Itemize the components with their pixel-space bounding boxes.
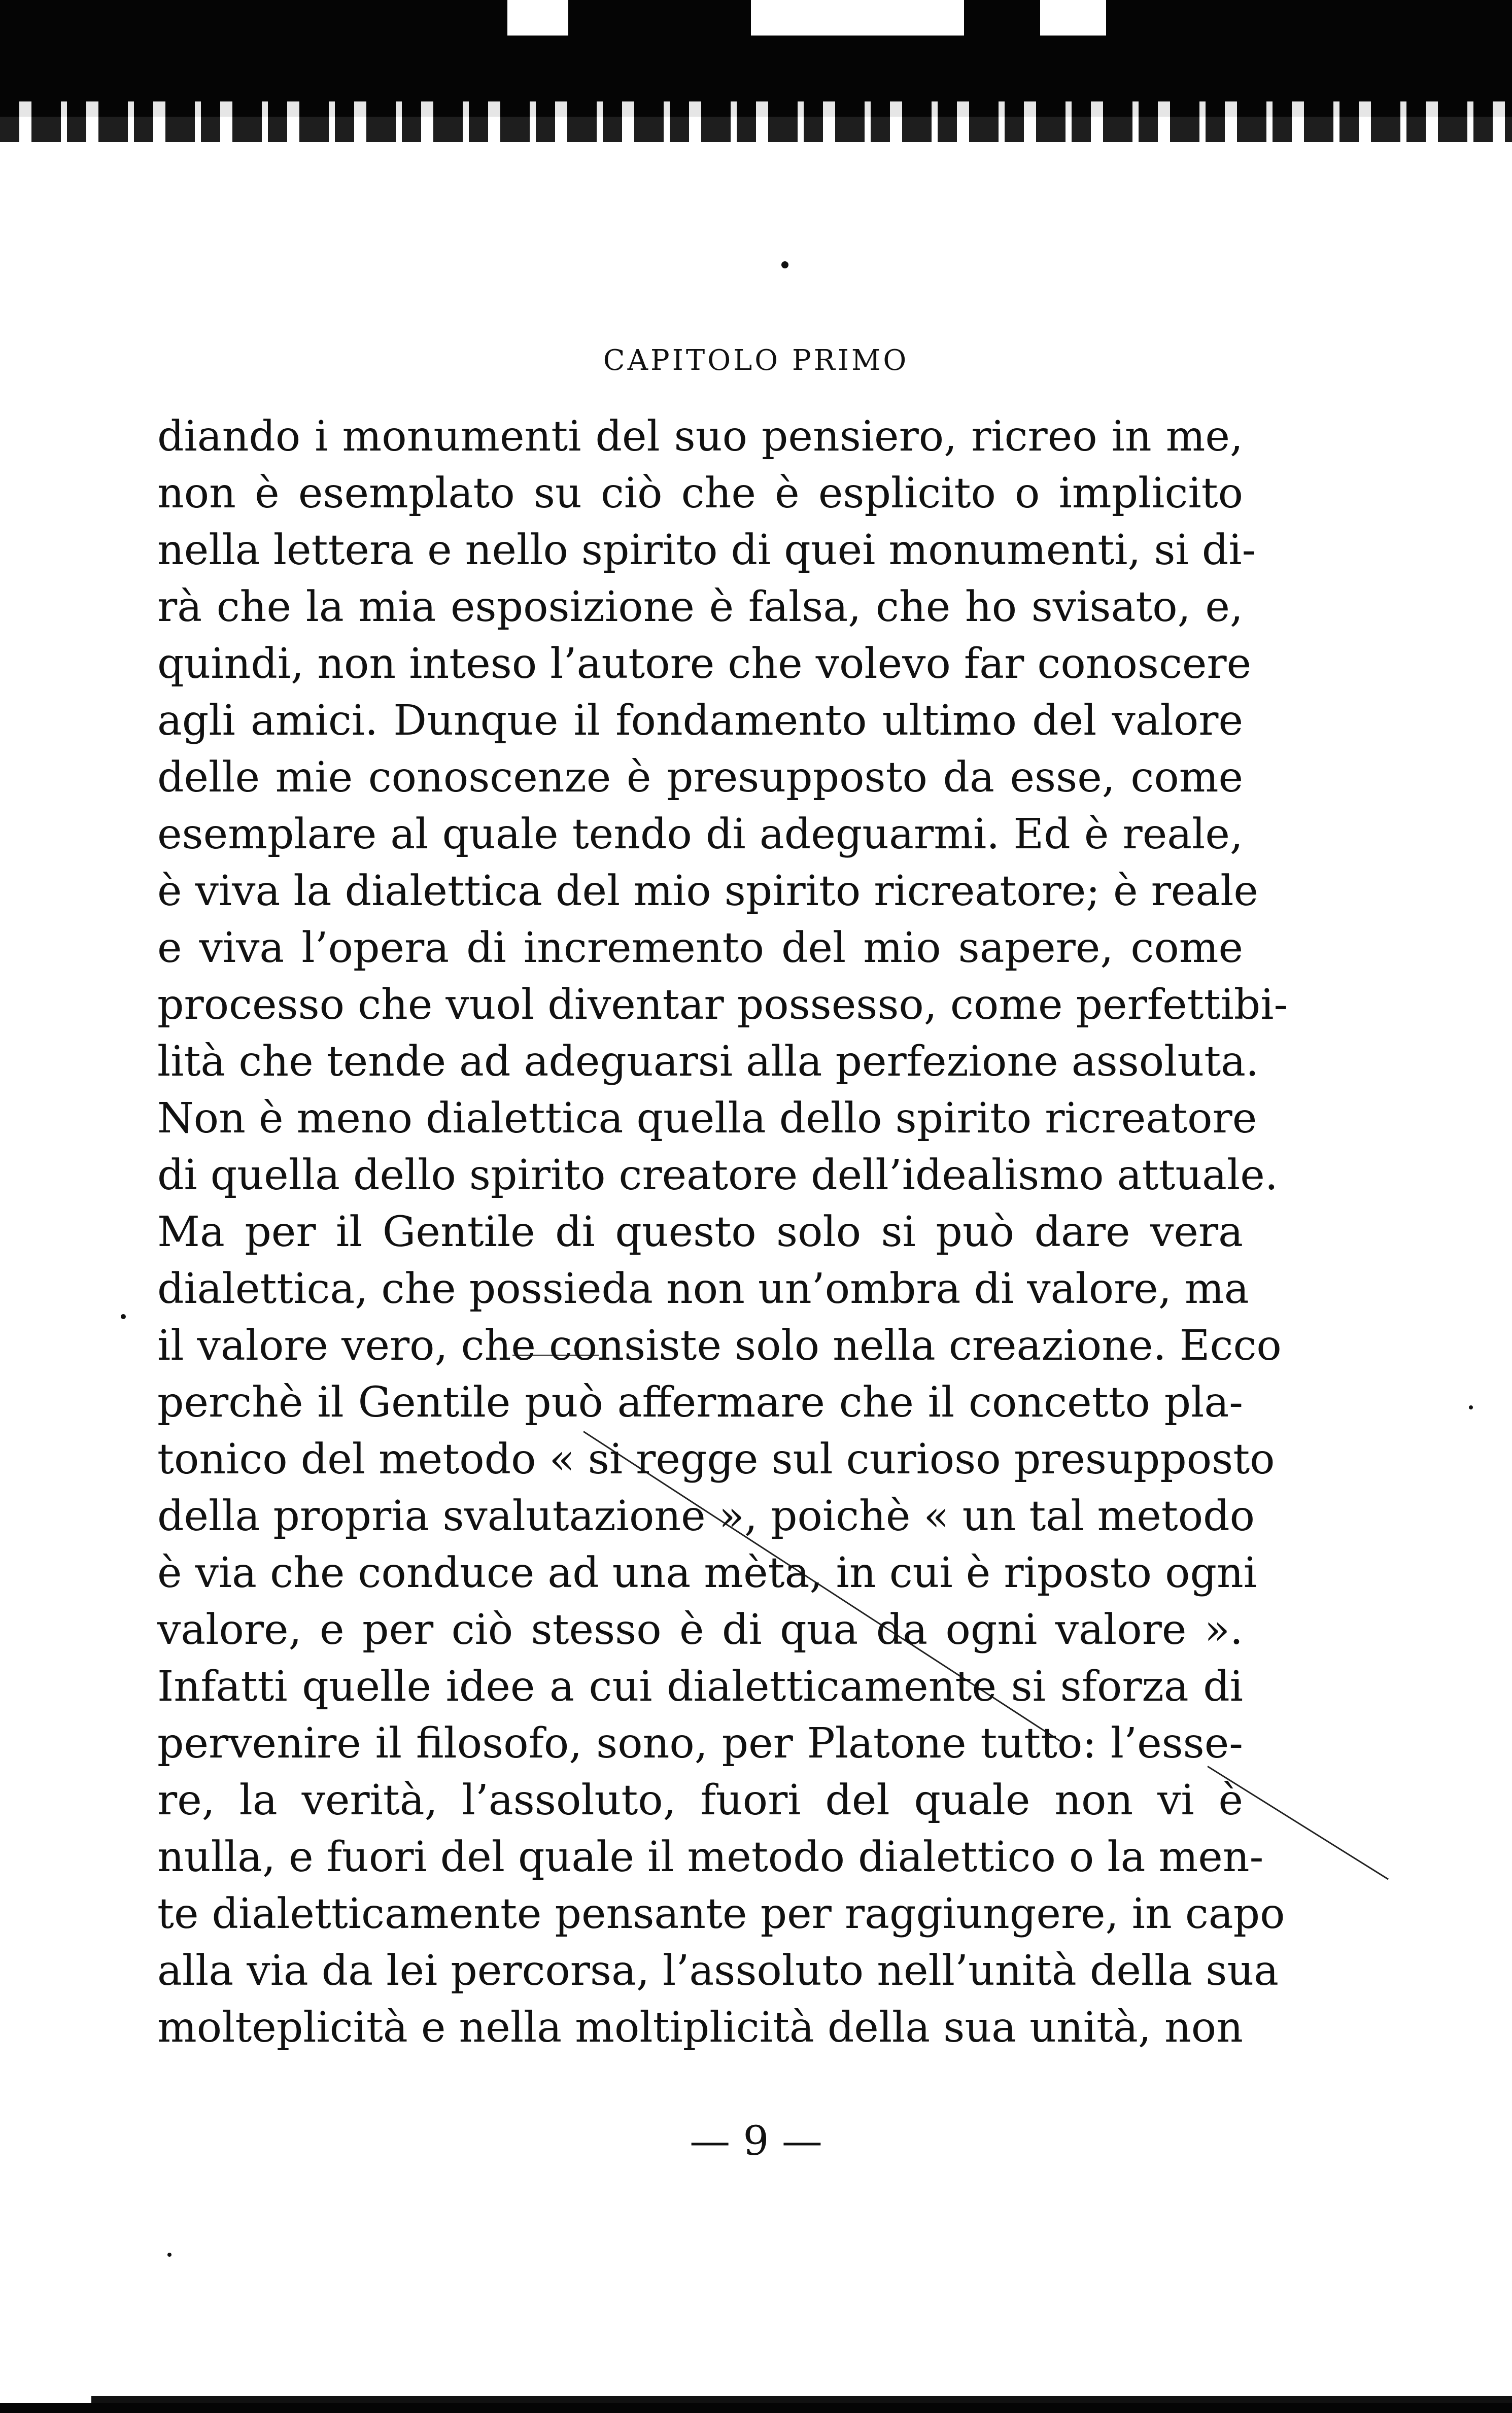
text-line: Infatti quelle idee a cui dialetticamente si sforza di	[157, 1663, 1243, 1711]
text-line: è via che conduce ad una mèta, in cui è riposto ogni	[157, 1549, 1257, 1597]
text-line: il valore vero, che consiste solo nella creazione. Ecco	[157, 1322, 1282, 1370]
text-line: processo che vuol diventar possesso, come perfettibi-	[157, 981, 1288, 1029]
scan-bottom-rule	[91, 2396, 1512, 2403]
scan-speck	[167, 2253, 171, 2257]
text-line: nulla, e fuori del quale il metodo dialettico o la men-	[157, 1833, 1264, 1881]
text-line: rà che la mia esposizione è falsa, che ho svisato, e,	[157, 583, 1243, 631]
text-line: valore, e per ciò stesso è di qua da ogni valore ».	[157, 1606, 1243, 1654]
chapter-heading: CAPITOLO PRIMO	[603, 344, 909, 377]
text-line: perchè il Gentile può affermare che il concetto pla-	[157, 1378, 1243, 1427]
scan-speck	[1469, 1405, 1473, 1409]
text-line: lità che tende ad adeguarsi alla perfezione assoluta.	[157, 1038, 1259, 1086]
text-line: nella lettera e nello spirito di quei monumenti, si di-	[157, 526, 1256, 574]
scan-top-ragged-edge	[0, 101, 1512, 142]
text-line: re, la verità, l’assoluto, fuori del quale non vi è	[157, 1776, 1243, 1824]
text-line: delle mie conoscenze è presupposto da esse, come	[157, 753, 1243, 802]
text-line: Ma per il Gentile di questo solo si può dare vera	[157, 1208, 1243, 1256]
scan-speck	[121, 1314, 126, 1319]
text-line: di quella dello spirito creatore dell’idealismo attuale.	[157, 1151, 1278, 1199]
text-line: della propria svalutazione », poichè « un tal metodo	[157, 1492, 1255, 1540]
text-line: tonico del metodo « si regge sul curioso presupposto	[157, 1435, 1275, 1484]
page-number: — 9 —	[690, 2117, 822, 2164]
text-line: diando i monumenti del suo pensiero, ricreo in me,	[157, 412, 1243, 461]
text-line: e viva l’opera di incremento del mio sapere, come	[157, 924, 1243, 972]
text-line: te dialetticamente pensante per raggiungere, in capo	[157, 1890, 1285, 1938]
text-line: è viva la dialettica del mio spirito ricreatore; è reale	[157, 867, 1258, 915]
body-text	[157, 408, 1288, 2056]
text-line: quindi, non inteso l’autore che volevo far conoscere	[157, 640, 1252, 688]
scan-speck	[781, 261, 788, 268]
text-line: molteplicità e nella moltiplicità della sua unità, non	[157, 2004, 1243, 2052]
scan-top-gap	[751, 0, 964, 36]
text-line: Non è meno dialettica quella dello spirito ricreatore	[157, 1094, 1257, 1143]
text-line: agli amici. Dunque il fondamento ultimo del valore	[157, 697, 1243, 745]
scan-top-gap	[1040, 0, 1106, 36]
text-line: esemplare al quale tendo di adeguarmi. Ed è reale,	[157, 810, 1243, 858]
scan-bottom-dark-band	[0, 2403, 1512, 2413]
text-line: pervenire il filosofo, sono, per Platone tutto: l’esse-	[157, 1719, 1243, 1768]
text-line: non è esemplato su ciò che è esplicito o implicito	[157, 469, 1243, 518]
text-line: dialettica, che possieda non un’ombra di valore, ma	[157, 1265, 1249, 1313]
text-line: alla via da lei percorsa, l’assoluto nell’unità della sua	[157, 1947, 1279, 1995]
scan-top-gap	[507, 0, 568, 36]
